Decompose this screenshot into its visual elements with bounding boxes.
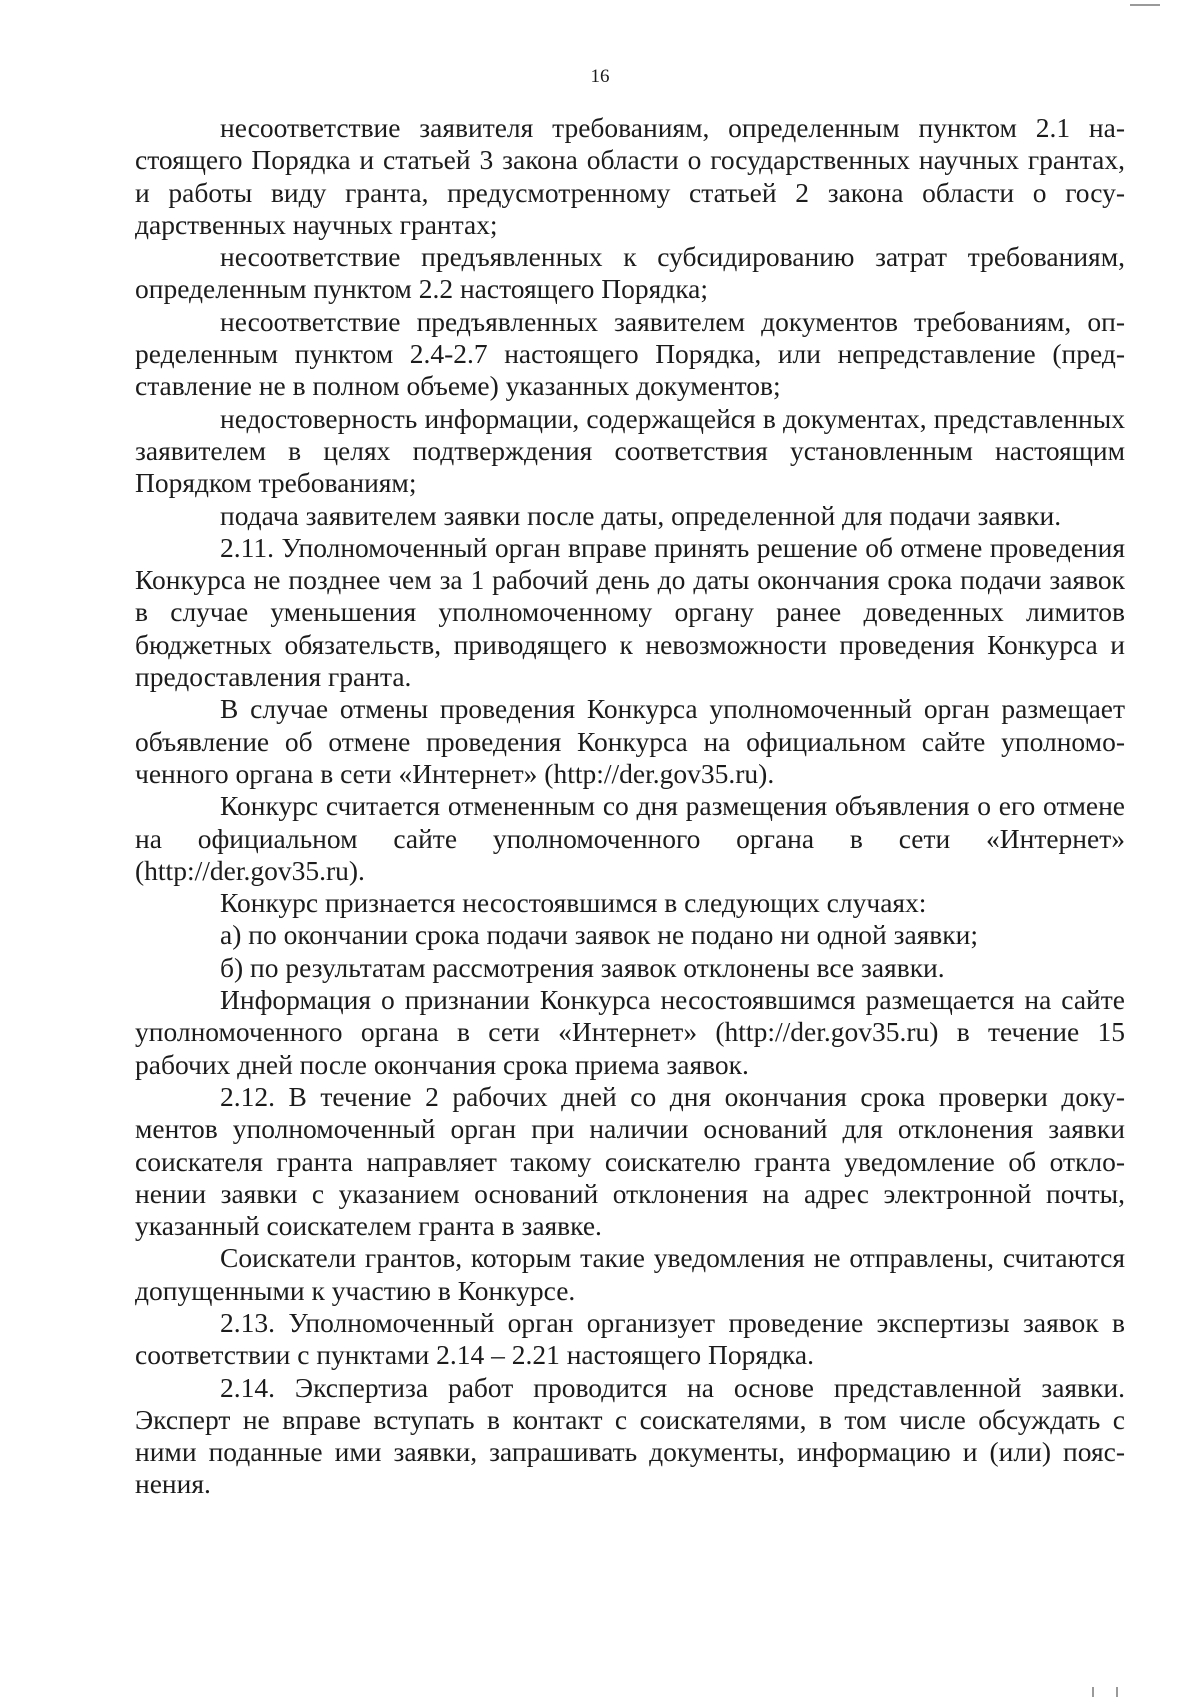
paragraph-clause-2-13: 2.13. Уполномоченный орган организует проведение экспертизы заявок в соответствии с пунктами 2.14 – 2.21 настоящего Порядка. <box>135 1306 1125 1371</box>
paragraph-rejection-reason-1: несоответствие заявителя требованиям, определенным пунктом 2.1 настоящего Порядка и статьей 3 закона области о государственных научных грантах, и работы виду гранта, предусмотренному статьей 2 закона области о государственных научных грантах; <box>135 112 1125 240</box>
scan-bottom-mark <box>1092 1687 1118 1697</box>
document-body <box>135 112 1125 1501</box>
paragraph-rejection-reason-5: подача заявителем заявки после даты, определенной для подачи заявки. <box>220 499 1062 531</box>
paragraph-failed-info: Информация о признании Конкурса несостоявшимся размещается на сайте уполномоченного органа в сети «Интернет» (http://der.gov35.ru) в течение 15 рабочих дней после окончания срока приема заявок. <box>135 984 1125 1080</box>
paragraph-failed-case-b: б) по результатам рассмотрения заявок отклонены все заявки. <box>220 951 945 983</box>
page-number: 16 <box>590 66 610 87</box>
paragraph-admitted-applicants: Соискатели грантов, которым такие уведомления не отправлены, считаются допущенными к участию в Конкурсе. <box>135 1242 1125 1306</box>
paragraph-cancellation-notice: В случае отмены проведения Конкурса уполномоченный орган размещает объявление об отмене проведения Конкурса на официальном сайте уполномоченного органа в сети «Интернет» (http://der.gov35.ru). <box>135 693 1125 789</box>
paragraph-failed-case-a: а) по окончании срока подачи заявок не подано ни одной заявки; <box>220 919 978 951</box>
paragraph-rejection-reason-4: недостоверность информации, содержащейся в документах, представленных заявителем в целях подтверждения соответствия установленным настоящим Порядком требованиям; <box>135 402 1125 499</box>
scan-corner-mark <box>1130 0 1160 6</box>
paragraph-clause-2-11: 2.11. Уполномоченный орган вправе принять решение об отмене проведения Конкурса не позднее чем за 1 рабочий день до даты окончания срока подачи заявок в случае уменьшения уполномоченному органу ранее доведенных лимитов бюджетных обязательств, приводящего к невозможности проведения Конкурса и предоставления гранта. <box>135 531 1125 693</box>
paragraph-clause-2-14: 2.14. Экспертиза работ проводится на основе представленной заявки. Эксперт не вправе вступать в контакт с соискателями, в том числе обсуждать с ними поданные ими заявки, запрашивать документы, информацию и (или) пояснения. <box>135 1371 1125 1500</box>
paragraph-rejection-reason-2: несоответствие предъявленных к субсидированию затрат требованиям, определенным пунктом 2.2 настоящего Порядка; <box>135 241 1125 305</box>
paragraph-rejection-reason-3: несоответствие предъявленных заявителем документов требованиям, определенным пунктом 2.4-2.7 настоящего Порядка, или непредставление (представление не в полном объеме) указанных документов; <box>135 305 1125 402</box>
paragraph-cancellation-effective: Конкурс считается отмененным со дня размещения объявления о его отмене на официальном сайте уполномоченного органа в сети «Интернет» (http://der.gov35.ru). <box>135 790 1125 886</box>
paragraph-clause-2-12: 2.12. В течение 2 рабочих дней со дня окончания срока проверки документов уполномоченный орган при наличии оснований для отклонения заявки соискателя гранта направляет такому соискателю гранта уведомление об отклонении заявки с указанием оснований отклонения на адрес электронной почты, указанный соискателем гранта в заявке. <box>135 1080 1125 1242</box>
paragraph-failed-contest: Конкурс признается несостоявшимся в следующих случаях: <box>220 887 927 919</box>
